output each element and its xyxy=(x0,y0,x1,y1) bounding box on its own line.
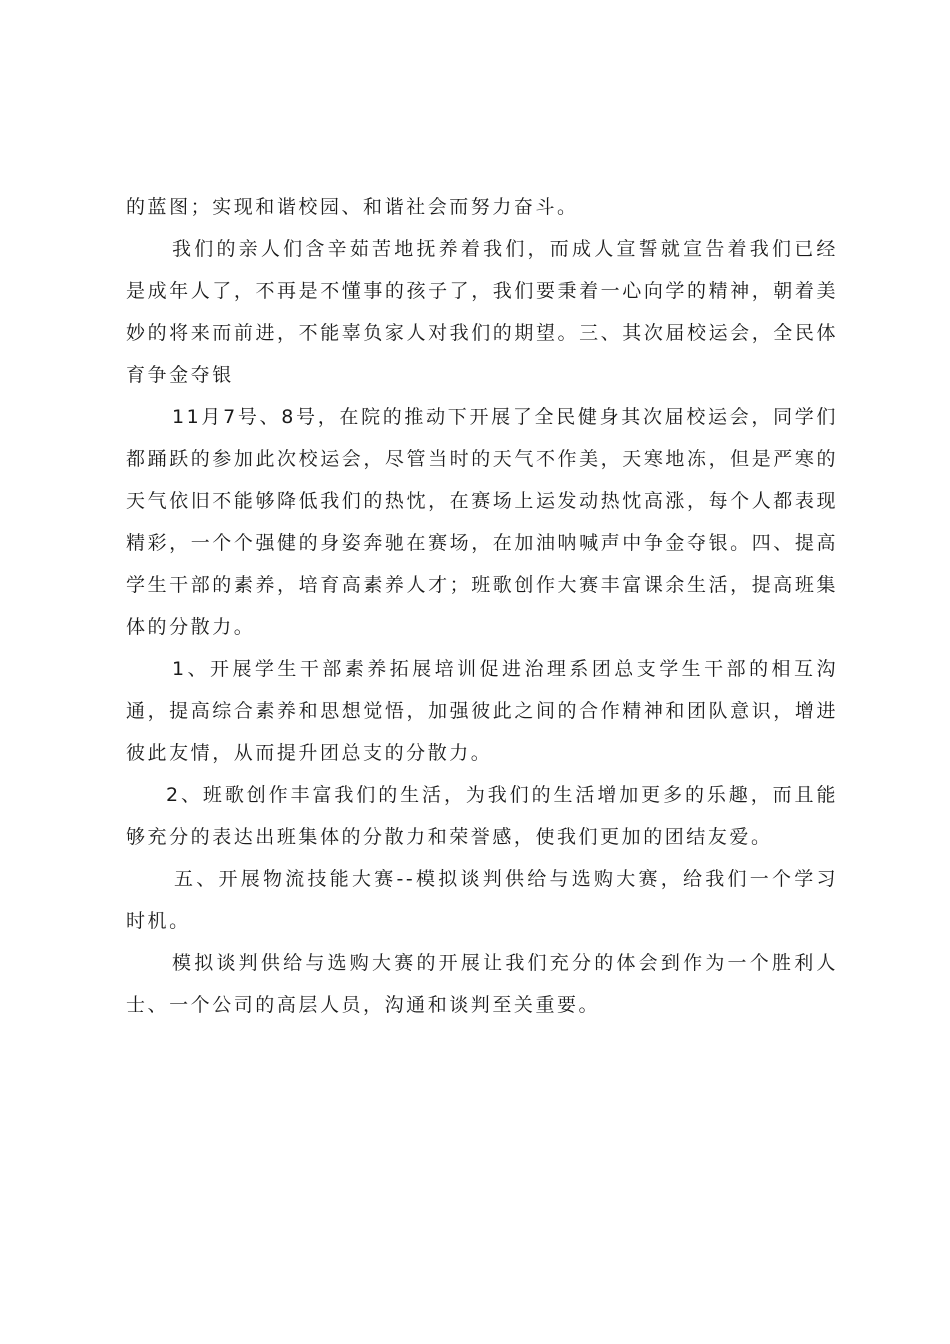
paragraph-negotiation: 模拟谈判供给与选购大赛的开展让我们充分的体会到作为一个胜利人士、一个公司的高层人员，沟通和谈判至关重要。 xyxy=(126,952,838,1016)
paragraph-item-1: 1、开展学生干部素养拓展培训促进治理系团总支学生干部的相互沟通，提高综合素养和思想觉悟，加强彼此之间的合作精神和团队意识，增进彼此友情，从而提升团总支的分散力。 xyxy=(126,658,838,764)
paragraph-sports-meet: 11月7号、8号，在院的推动下开展了全民健身其次届校运会，同学们都踊跃的参加此次校运会，尽管当时的天气不作美，天寒地冻，但是严寒的天气依旧不能够降低我们的热忱，在赛场上运发动热忱高涨，每个人都表现精彩，一个个强健的身姿奔驰在赛场，在加油呐喊声中争金夺银。四、提高学生干部的素养，培育高素养人才；班歌创作大赛丰富课余生活，提高班集体的分散力。 xyxy=(126,406,838,638)
paragraph-section-5: 五、开展物流技能大赛--模拟谈判供给与选购大赛，给我们一个学习时机。 xyxy=(126,868,838,932)
document-body xyxy=(126,186,838,1026)
paragraph-coming-of-age: 我们的亲人们含辛茹苦地抚养着我们，而成人宣誓就宣告着我们已经是成年人了，不再是不懂事的孩子了，我们要秉着一心向学的精神，朝着美妙的将来而前进，不能辜负家人对我们的期望。三、其次届校运会，全民体育争金夺银 xyxy=(126,238,838,386)
paragraph-continuation: 的蓝图；实现和谐校园、和谐社会而努力奋斗。 xyxy=(126,196,579,218)
paragraph-item-2: 2、班歌创作丰富我们的生活，为我们的生活增加更多的乐趣，而且能够充分的表达出班集体的分散力和荣誉感，使我们更加的团结友爱。 xyxy=(126,784,838,848)
